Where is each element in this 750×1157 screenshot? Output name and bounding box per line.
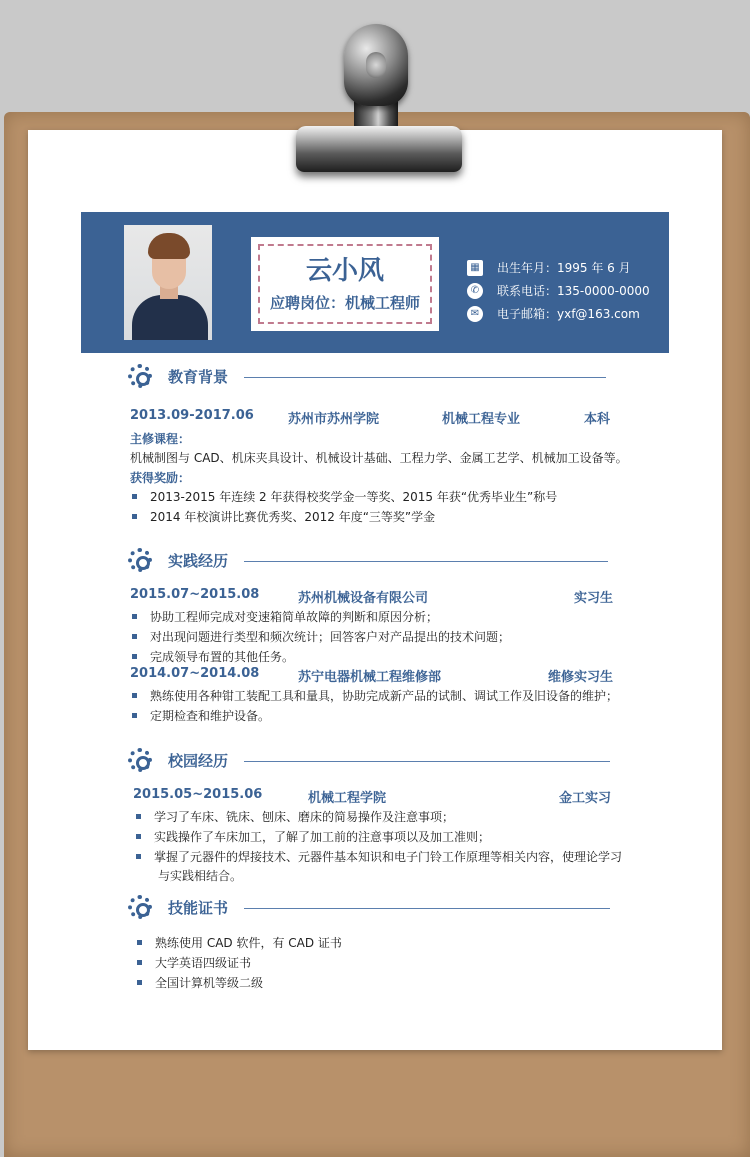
courses-text: 机械制图与 CAD、机床夹具设计、机械设计基础、工程力学、金属工艺学、机械加工设备等。 (130, 451, 628, 465)
award-item: 2013-2015 年连续 2 年获得校奖学金一等奖、2015 年获“优秀毕业生”称号 (150, 490, 558, 504)
skill-item: 熟练使用 CAD 软件，有 CAD 证书 (155, 936, 342, 950)
section-divider (244, 908, 610, 909)
birth-text: 出生年月：1995 年 6 月 (497, 261, 631, 275)
job-role: 维修实习生 (548, 670, 614, 685)
campus-item-continued: 与实践相结合。 (158, 869, 243, 883)
name-card (254, 240, 436, 328)
job-role: 实习生 (574, 591, 614, 606)
job-item: 对出现问题进行类型和频次统计；回答客户对产品提出的技术问题； (150, 630, 511, 644)
campus-item: 学习了车床、铣床、刨床、磨床的简易操作及注意事项； (154, 810, 455, 824)
profile-photo (124, 225, 212, 340)
calendar-icon: ▦ (467, 260, 483, 276)
job-item: 定期检查和维护设备。 (150, 709, 271, 723)
job-item: 完成领导布置的其他任务。 (150, 650, 295, 664)
campus-role: 金工实习 (559, 791, 612, 806)
job-period: 2015.07~2015.08 (130, 587, 260, 602)
campus-section-header (128, 748, 648, 776)
campus-title: 校园经历 (168, 752, 229, 770)
skills-section-header (128, 895, 648, 923)
birth-row (467, 256, 667, 279)
skills-title: 技能证书 (168, 899, 229, 917)
phone-text: 联系电话：135-0000-0000 (497, 284, 650, 298)
phone-row (467, 279, 667, 302)
email-text: 电子邮箱：yxf@163.com (497, 307, 640, 321)
job-company: 苏宁电器机械工程维修部 (298, 670, 442, 685)
awards-label: 获得奖励： (130, 471, 191, 485)
campus-org: 机械工程学院 (308, 791, 387, 806)
education-title: 教育背景 (168, 368, 229, 386)
gear-icon (128, 895, 152, 919)
contact-info (467, 256, 667, 325)
campus-item: 掌握了元器件的焊接技术、元器件基本知识和电子门铃工作原理等相关内容，使理论学习 (154, 850, 623, 864)
gear-icon (128, 748, 152, 772)
section-divider (244, 377, 606, 378)
skill-item: 全国计算机等级二级 (155, 976, 264, 990)
job-item: 协助工程师完成对变速箱简单故障的判断和原因分析； (150, 610, 439, 624)
gear-icon (128, 548, 152, 572)
gear-icon (128, 364, 152, 388)
binder-clip (296, 24, 466, 174)
job-item: 熟练使用各种钳工装配工具和量具，协助完成新产品的试制、调试工作及旧设备的维护； (150, 689, 619, 703)
job-company: 苏州机械设备有限公司 (298, 591, 429, 606)
skill-item: 大学英语四级证书 (155, 956, 252, 970)
edu-school: 苏州市苏州学院 (288, 412, 380, 427)
practice-section-header (128, 548, 648, 576)
applied-position: 应聘岗位：机械工程师 (269, 294, 420, 312)
award-item: 2014 年校演讲比赛优秀奖、2012 年度“三等奖”学金 (150, 510, 436, 524)
courses-label: 主修课程： (130, 432, 191, 446)
resume-paper (28, 130, 722, 1050)
education-section-header (128, 364, 648, 392)
campus-item: 实践操作了车床加工，了解了加工前的注意事项以及加工准则； (154, 830, 491, 844)
phone-icon: ✆ (467, 283, 483, 299)
edu-period: 2013.09-2017.06 (130, 408, 254, 423)
section-divider (244, 761, 610, 762)
edu-degree: 本科 (584, 412, 611, 427)
section-divider (244, 561, 608, 562)
practice-title: 实践经历 (168, 552, 229, 570)
campus-period: 2015.05~2015.06 (133, 787, 263, 802)
edu-major: 机械工程专业 (442, 412, 521, 427)
job-period: 2014.07~2014.08 (130, 666, 260, 681)
resume-header (81, 212, 669, 353)
candidate-name: 云小风 (305, 256, 384, 286)
email-row (467, 302, 667, 325)
mail-icon: ✉ (467, 306, 483, 322)
